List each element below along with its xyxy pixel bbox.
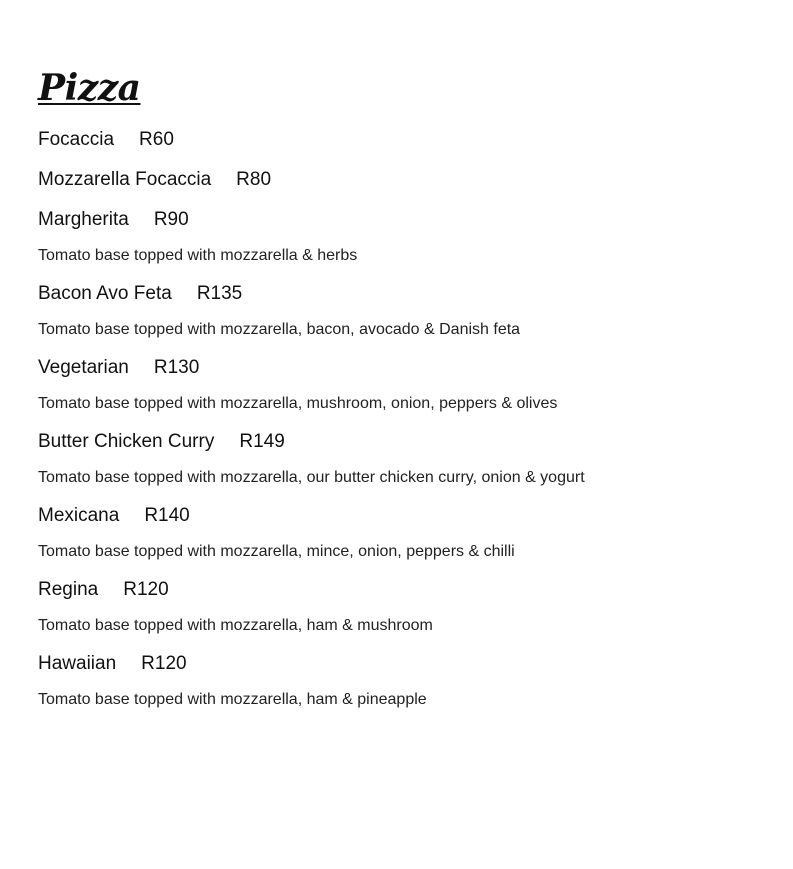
- menu-item-regina: [38, 570, 758, 644]
- pizza-menu: [38, 66, 758, 718]
- menu-item-name: Bacon Avo Feta: [38, 283, 172, 304]
- menu-item-margherita: [38, 200, 758, 274]
- menu-item-header: [38, 200, 758, 240]
- menu-item-header: [38, 160, 758, 200]
- menu-item-description: Tomato base topped with mozzarella, mushroom, onion, peppers & olives: [38, 395, 558, 412]
- menu-item-name: Mozzarella Focaccia: [38, 169, 212, 190]
- menu-item-description: Tomato base topped with mozzarella, ham & pineapple: [38, 691, 427, 708]
- menu-item-description: Tomato base topped with mozzarella, bacon, avocado & Danish feta: [38, 321, 521, 338]
- menu-item-name: Regina: [38, 579, 99, 600]
- menu-item-header: [38, 496, 758, 536]
- menu-item-price: R80: [236, 169, 272, 190]
- menu-item-header: [38, 644, 758, 684]
- menu-item-price: R90: [153, 209, 189, 230]
- menu-item-vegetarian: [38, 348, 758, 422]
- menu-item-name: Hawaiian: [38, 653, 117, 674]
- menu-item-price: R140: [144, 505, 190, 526]
- menu-item-header: [38, 570, 758, 610]
- menu-item-price: R60: [139, 129, 174, 150]
- menu-item-name: Vegetarian: [38, 357, 129, 378]
- menu-item-description: Tomato base topped with mozzarella, mince, onion, peppers & chilli: [38, 543, 515, 560]
- menu-item-header: [38, 422, 758, 462]
- menu-item-price: R135: [196, 283, 243, 304]
- menu-title: Pizza: [38, 67, 141, 109]
- menu-item-name: Margherita: [38, 209, 129, 230]
- menu-item-hawaiian: [38, 644, 758, 718]
- menu-item-mexicana: [38, 496, 758, 570]
- menu-item-mozzarella-focaccia: [38, 160, 758, 200]
- menu-item-price: R120: [123, 579, 169, 600]
- menu-item-description: Tomato base topped with mozzarella, our butter chicken curry, onion & yogurt: [38, 469, 585, 486]
- menu-item-header: [38, 120, 758, 160]
- menu-item-description: Tomato base topped with mozzarella & herbs: [38, 247, 358, 264]
- menu-item-price: R130: [153, 357, 200, 378]
- menu-item-price: R120: [141, 653, 187, 674]
- menu-item-description: Tomato base topped with mozzarella, ham & mushroom: [38, 617, 433, 634]
- menu-item-butter-chicken-curry: [38, 422, 758, 496]
- menu-item-name: Focaccia: [38, 129, 115, 150]
- menu-item-price: R149: [239, 431, 285, 452]
- menu-item-focaccia: [38, 120, 758, 160]
- menu-item-bacon-avo-feta: [38, 274, 758, 348]
- menu-item-header: [38, 348, 758, 388]
- menu-item-name: Mexicana: [38, 505, 120, 526]
- menu-item-name: Butter Chicken Curry: [38, 431, 215, 452]
- menu-item-header: [38, 274, 758, 314]
